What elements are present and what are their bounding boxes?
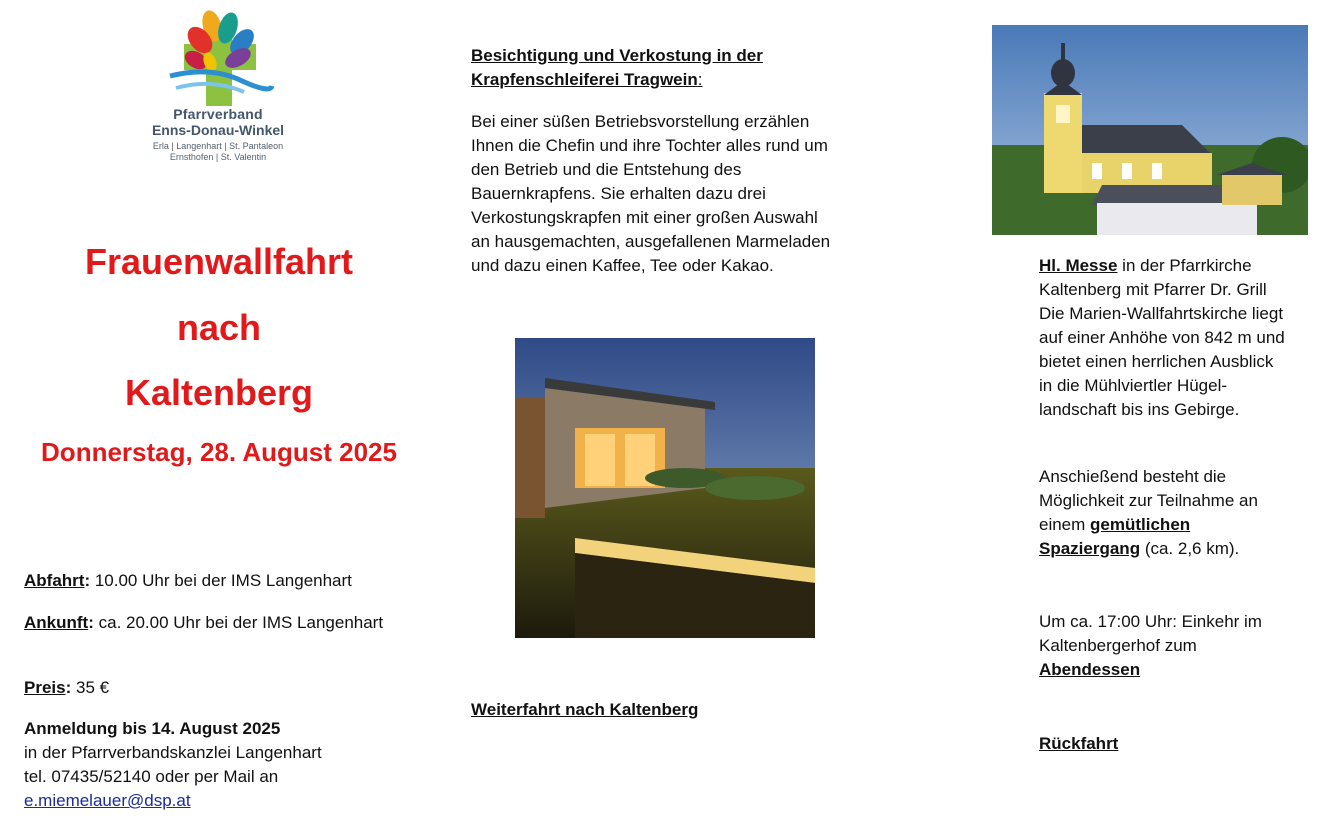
logo-parishes-line1: Erla | Langenhart | St. Pantaleon	[152, 141, 284, 151]
walk-line3-pre: einem	[1039, 515, 1091, 534]
tour-paragraph-line: Ihnen die Chefin und ihre Tochter alles rund um	[471, 136, 828, 155]
price-text: 35 €	[71, 678, 110, 697]
tour-paragraph-line: den Betrieb und die Entstehung des	[471, 160, 742, 179]
logo-name-line1: Pfarrverband	[173, 106, 263, 122]
continue-heading-wrap	[471, 698, 871, 722]
mass-block	[1039, 254, 1319, 422]
mass-line: Kaltenberg mit Pfarrer Dr. Grill	[1039, 280, 1267, 299]
dinner-label: Abendessen	[1039, 660, 1141, 679]
walk-label2: Spaziergang	[1039, 539, 1141, 558]
tour-heading-line2: Krapfenschleiferei Tragwein	[471, 70, 698, 89]
tour-paragraph-line: an hausgemachten, ausgefallenen Marmeladen	[471, 232, 831, 251]
return-label: Rückfahrt	[1039, 734, 1119, 753]
return-wrap	[1039, 732, 1319, 756]
event-title-line1: Frauenwallfahrt	[84, 241, 354, 282]
event-title-line3: Kaltenberg	[124, 372, 314, 413]
mass-line: landschaft bis ins Gebirge.	[1039, 400, 1240, 419]
registration-line2: tel. 07435/52140 oder per Mail an	[24, 767, 279, 786]
walk-line1: Anschießend besteht die	[1039, 467, 1227, 486]
departure-label: Abfahrt	[24, 571, 85, 590]
tour-heading-colon: :	[697, 70, 703, 89]
walk-block	[1039, 465, 1319, 561]
tour-heading-line1: Besichtigung und Verkostung in der	[471, 46, 763, 65]
departure-text: 10.00 Uhr bei der IMS Langenhart	[90, 571, 352, 590]
mass-line: Die Marien-Wallfahrtskirche liegt	[1039, 304, 1284, 323]
event-date: Donnerstag, 28. August 2025	[41, 437, 397, 467]
tour-paragraph-line: und dazu einen Kaffee, Tee oder Kakao.	[471, 256, 774, 275]
arrival-text: ca. 20.00 Uhr bei der IMS Langenhart	[93, 613, 384, 632]
price-line: Preis: 35 €	[24, 678, 110, 697]
walk-label1: gemütlichen	[1090, 515, 1191, 534]
tour-paragraph	[471, 110, 871, 278]
mass-line: auf einer Anhöhe von 842 m und	[1039, 328, 1285, 347]
tour-heading-line2-wrap	[471, 68, 871, 92]
walk-line2: Möglichkeit zur Teilnahme an	[1039, 491, 1258, 510]
arrival-line: Ankunft: ca. 20.00 Uhr bei der IMS Langenhart	[24, 613, 384, 632]
tour-paragraph-line: Verkostungskrapfen mit einer großen Auswahl	[471, 208, 818, 227]
mass-line: bietet einen herrlichen Ausblick	[1039, 352, 1274, 371]
dinner-line1: Um ca. 17:00 Uhr: Einkehr im	[1039, 612, 1262, 631]
bakery-photo	[515, 338, 815, 638]
continue-heading: Weiterfahrt nach Kaltenberg	[471, 700, 699, 719]
dinner-line2: Kaltenbergerhof zum	[1039, 636, 1197, 655]
departure-line: Abfahrt: 10.00 Uhr bei der IMS Langenhart	[24, 571, 352, 590]
registration-line1: in der Pfarrverbandskanzlei Langenhart	[24, 743, 322, 762]
tour-paragraph-line: Bauernkrapfens. Sie erhalten dazu drei	[471, 184, 766, 203]
church-photo	[992, 25, 1308, 235]
dinner-block	[1039, 610, 1319, 682]
email-link[interactable]: e.miemelauer@dsp.at	[24, 791, 191, 810]
arrival-label: Ankunft	[24, 613, 89, 632]
mass-line: in die Mühlviertler Hügel-	[1039, 376, 1228, 395]
mass-label: Hl. Messe	[1039, 256, 1118, 275]
price-label: Preis	[24, 678, 66, 697]
registration-heading: Anmeldung bis 14. August 2025	[24, 719, 281, 738]
walk-line4-rest: (ca. 2,6 km).	[1140, 539, 1240, 558]
logo-name-line2: Enns-Donau-Winkel	[151, 122, 285, 138]
event-title-line2: nach	[176, 307, 262, 348]
tour-paragraph-line: Bei einer süßen Betriebsvorstellung erzählen	[471, 112, 810, 131]
mass-line1-rest: in der Pfarrkirche	[1117, 256, 1252, 275]
logo-parishes-line2: Ernsthofen | St. Valentin	[169, 152, 267, 162]
